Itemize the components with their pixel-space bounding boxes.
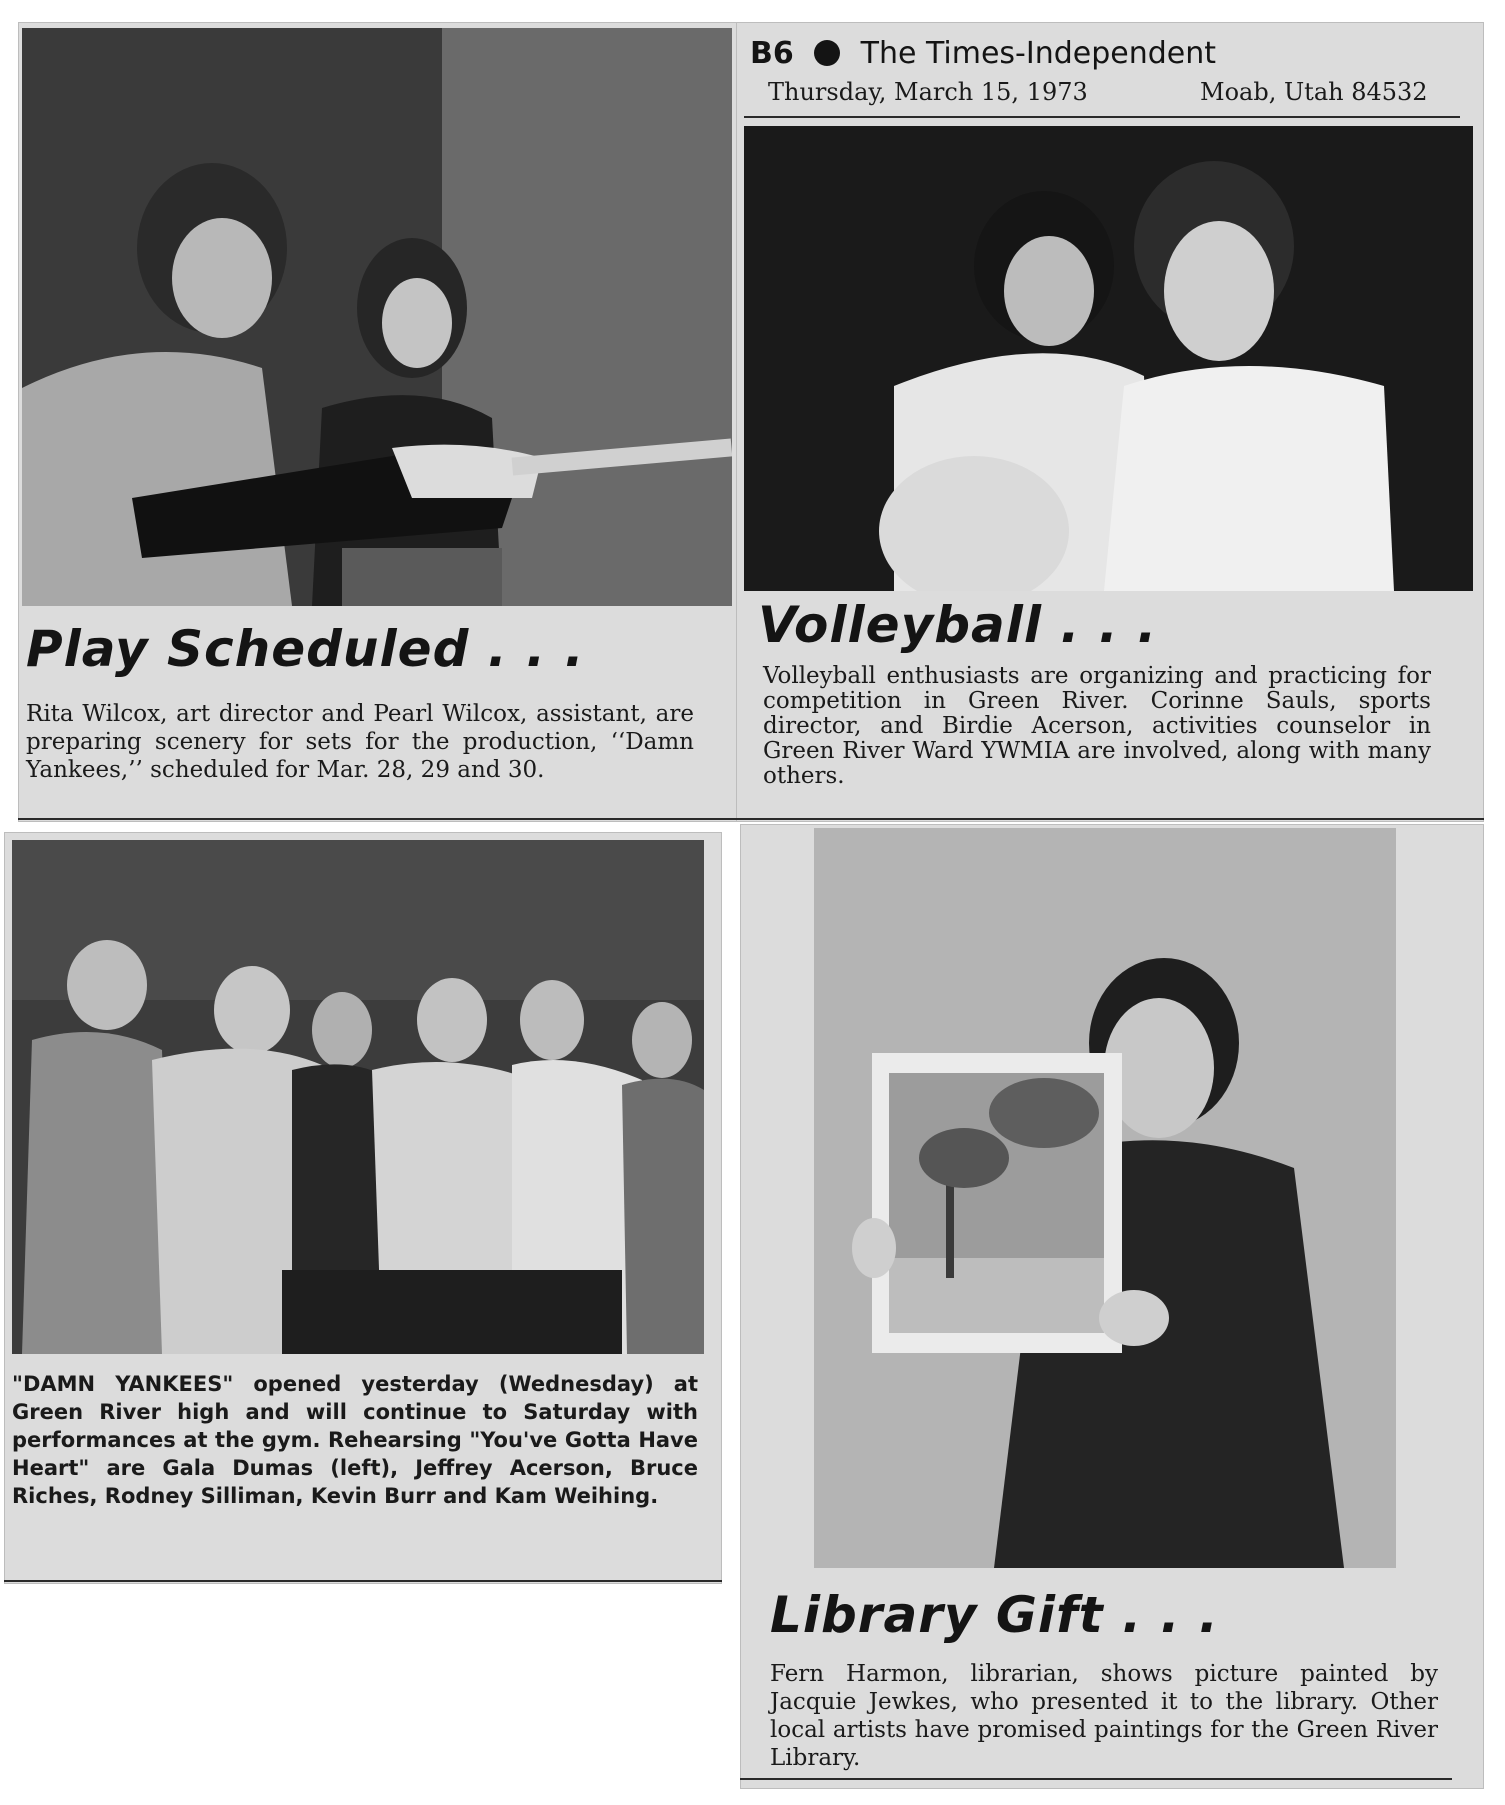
masthead-rule [744,116,1460,118]
photo-scenery-painters [22,28,732,606]
rule-damn-yankees [4,1580,722,1582]
headline-library-gift: Library Gift . . . [770,1586,1219,1644]
caption-volleyball: Volleyball enthusiasts are organizing and practicing for competition in Green River. Corinne Sauls, sports director, and Birdie Acerson, activities counselor in Green River Ward YWMIA are involved, along with many others. [763,663,1431,789]
headline-volleyball: Volleyball . . . [758,596,1158,654]
masthead-place: Moab, Utah 84532 [1200,78,1428,106]
caption-damn-yankees: "DAMN YANKEES" opened yesterday (Wednesday) at Green River high and will continue to Saturday with performances at the gym. Rehearsing "You've Gotta Have Heart" are Gala Dumas (left), Jeffrey Acerson, Bruce Riches, Rodney Silliman, Kevin Burr and Kam Weihing. [12,1372,698,1508]
headline-play-scheduled: Play Scheduled . . . [26,620,585,678]
bullet-icon [814,40,840,66]
newspaper-name: The Times-Independent [860,36,1217,71]
masthead [750,36,1216,71]
caption-library-gift: Fern Harmon, librarian, shows picture painted by Jacquie Jewkes, who presented it to the library. Other local artists have promised paintings for the Green River Library. [770,1661,1438,1771]
page-number: B6 [750,36,794,71]
rule-play-scheduled [18,818,738,820]
photo-librarian-painting [814,828,1396,1568]
photo-damn-yankees-cast [12,840,704,1354]
caption-play-scheduled: Rita Wilcox, art director and Pearl Wilcox, assistant, are preparing scenery for sets for the production, ‘‘Damn Yankees,’’ scheduled for Mar. 28, 29 and 30. [26,701,694,783]
masthead-date: Thursday, March 15, 1973 [768,78,1088,106]
photo-volleyball-women [744,126,1473,591]
rule-volleyball [736,818,1484,820]
rule-library-gift [740,1778,1452,1780]
